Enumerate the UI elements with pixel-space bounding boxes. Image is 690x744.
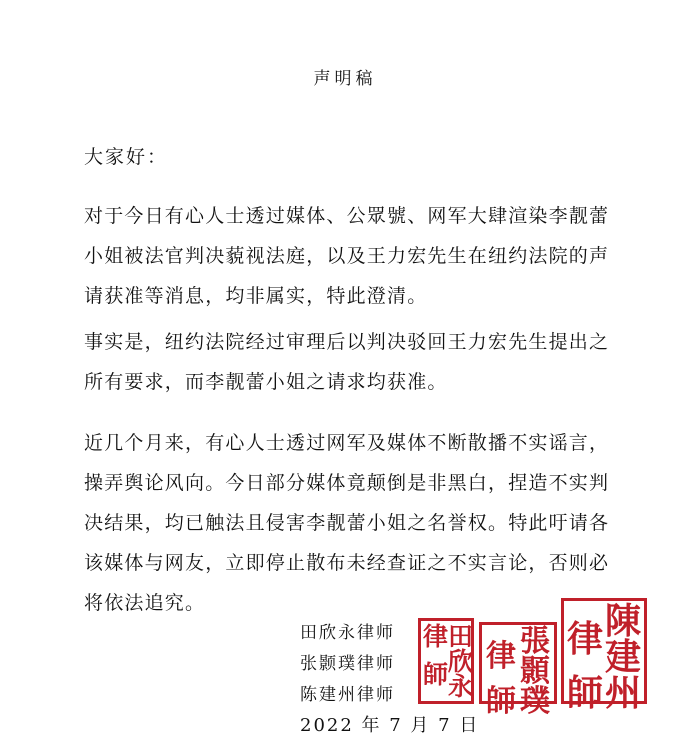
signers-list (300, 618, 395, 711)
lawyer-seal-stamp: 律 張顥 師 璞 (479, 622, 557, 704)
paragraph-facts (84, 322, 614, 402)
greeting: 大家好： (84, 146, 169, 168)
signer-name: 张颢璞律师 (300, 654, 395, 674)
paragraph-line: 该媒体与网友，立即停止散布未经查证之不实言论，否则必 (84, 552, 610, 574)
paragraph-line: 近几个月来，有心人士透过网军及媒体不断散播不实谣言， (84, 432, 610, 454)
paragraph-line: 所有要求，而李靓蕾小姐之请求均获准。 (84, 371, 448, 393)
paragraph-line: 将依法追究。 (84, 592, 206, 614)
signer-name: 陈建州律师 (300, 685, 395, 705)
paragraph-line: 操弄舆论风向。今日部分媒体竟颠倒是非黑白，捏造不实判 (84, 472, 610, 494)
paragraph-line: 小姐被法官判决藐视法庭，以及王力宏先生在纽约法院的声 (84, 245, 610, 267)
paragraph-clarification (84, 196, 614, 316)
paragraph-line: 事实是，纽约法院经过审理后以判决驳回王力宏先生提出之 (84, 331, 610, 353)
paragraph-line: 决结果，均已触法且侵害李靓蕾小姐之名誉权。特此吁请各 (84, 512, 610, 534)
paragraph-line: 对于今日有心人士透过媒体、公眾號、网军大肆渲染李靓蕾 (84, 205, 610, 227)
paragraph-line: 请获准等消息，均非属实，特此澄清。 (84, 285, 428, 307)
document-date: 2022 年 7 月 7 日 (300, 715, 480, 736)
lawyer-seal-stamp: 律 田 師 欣永 (418, 618, 474, 704)
paragraph-warning (84, 423, 614, 623)
signer-name: 田欣永律师 (300, 623, 395, 643)
lawyer-seal-stamp: 律 陳建 師 州 (561, 598, 647, 704)
document-title: 声明稿 (313, 69, 377, 89)
